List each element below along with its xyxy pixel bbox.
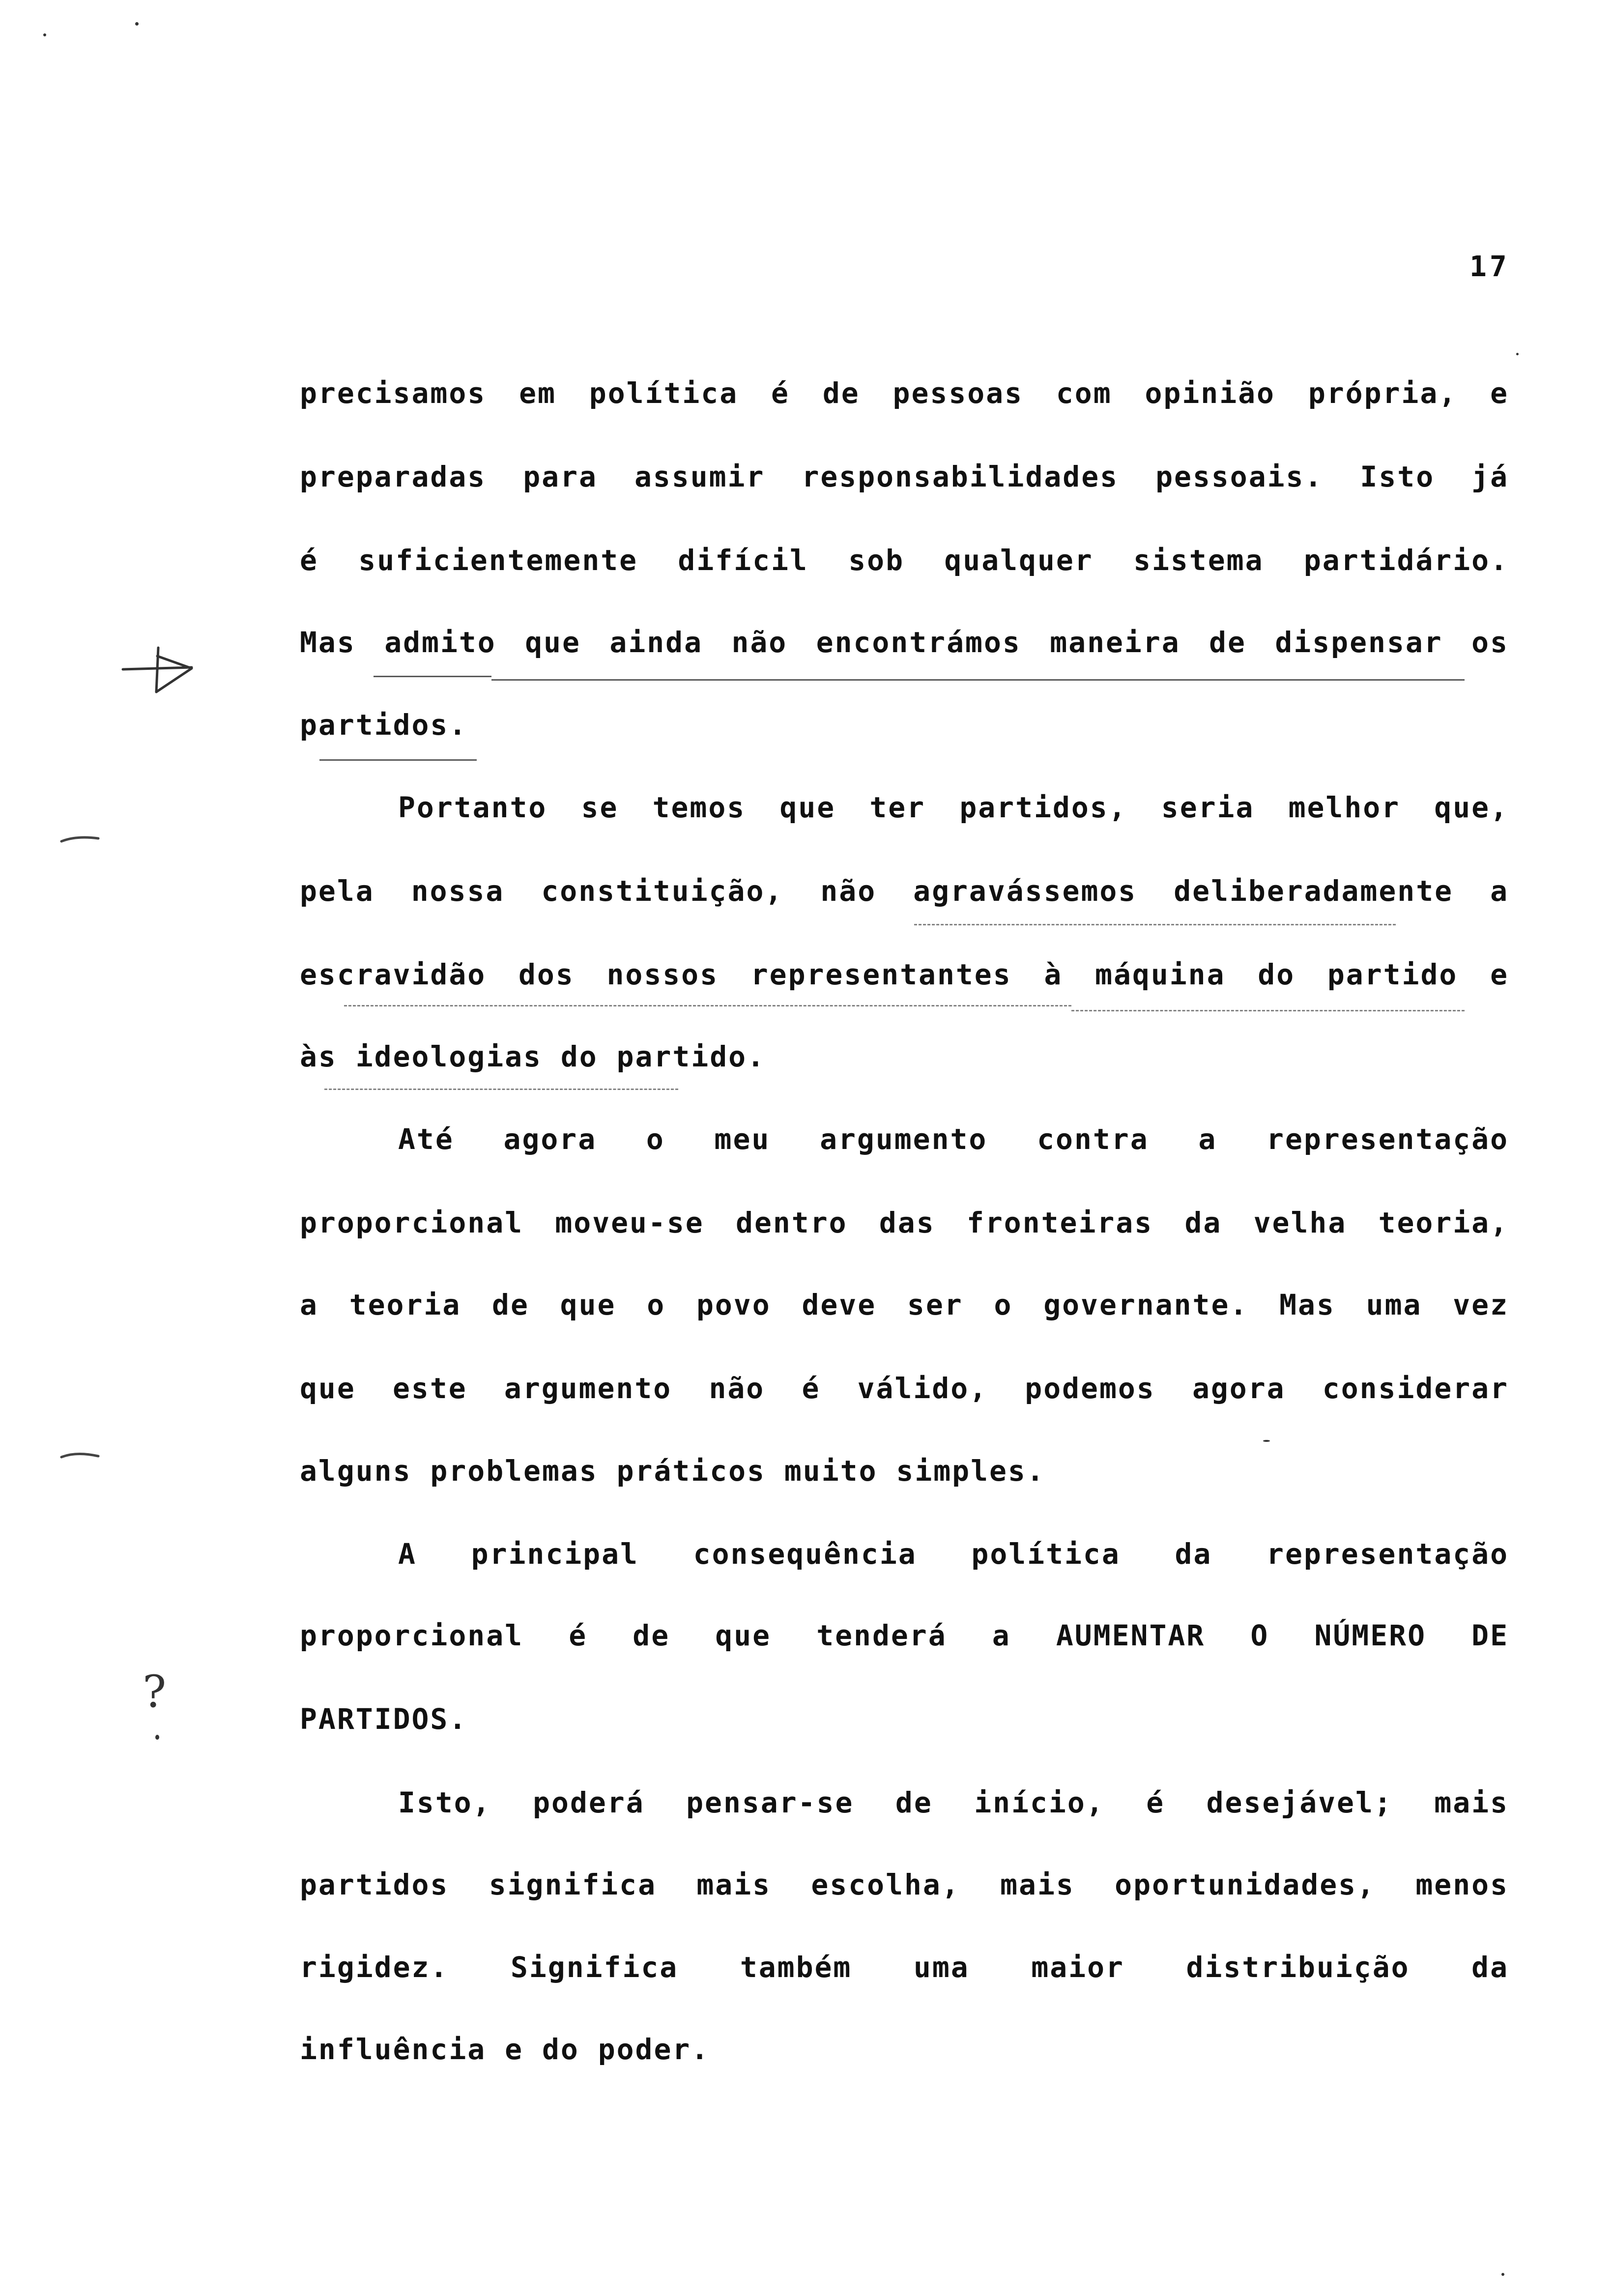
pencil-underline	[344, 1005, 1071, 1006]
text-line: que este argumento não é válido, podemos agora considerar	[300, 1372, 1509, 1405]
text-line: Até agora o meu argumento contra a representação	[398, 1122, 1509, 1156]
pencil-dot	[155, 1735, 159, 1740]
text-line: é suficientemente difícil sob qualquer sistema partidário.	[300, 544, 1509, 577]
cross-arrow-margin-mark	[113, 639, 202, 703]
question-mark-annotation: ?	[143, 1666, 167, 1718]
pencil-underline	[914, 924, 1396, 925]
text-line: rigidez. Significa também uma maior distribuição da	[300, 1951, 1509, 1984]
text-line: PARTIDOS.	[300, 1702, 468, 1736]
text-line: Portanto se temos que ter partidos, seria melhor que,	[398, 791, 1509, 824]
text-line: Isto, poderá pensar-se de início, é desejável; mais	[398, 1786, 1509, 1819]
text-line: Mas admito que ainda não encontrámos maneira de dispensar os	[300, 626, 1509, 659]
pencil-underline	[324, 1089, 678, 1090]
text-line: alguns problemas práticos muito simples.	[300, 1454, 1045, 1488]
pencil-dash-mark	[59, 1447, 103, 1462]
paper-speck	[1501, 2273, 1504, 2276]
paper-speck	[43, 33, 46, 36]
paper-speck	[1263, 1440, 1270, 1442]
text-line: partidos significa mais escolha, mais oportunidades, menos	[300, 1868, 1509, 1901]
pencil-dash-mark	[59, 831, 103, 845]
text-line: pela nossa constituição, não agravássemos deliberadamente a	[300, 874, 1509, 908]
text-line: proporcional é de que tenderá a AUMENTAR O NÚMERO DE	[300, 1619, 1509, 1652]
text-line: proporcional moveu-se dentro das fronteiras da velha teoria,	[300, 1206, 1509, 1239]
paper-speck	[1516, 353, 1519, 355]
text-line: partidos.	[300, 708, 468, 742]
pencil-underline	[374, 676, 491, 677]
paper-speck	[135, 22, 139, 26]
text-line: preparadas para assumir responsabilidades pessoais. Isto já	[300, 460, 1509, 493]
pencil-underline	[319, 759, 477, 761]
text-line: influência e do poder.	[300, 2033, 710, 2066]
pencil-underline	[491, 679, 1465, 681]
text-line: precisamos em política é de pessoas com opinião própria, e	[300, 376, 1509, 410]
text-line: A principal consequência política da representação	[398, 1537, 1509, 1571]
text-line: escravidão dos nossos representantes à máquina do partido e	[300, 958, 1509, 991]
pencil-underline	[1071, 1010, 1465, 1011]
text-line: a teoria de que o povo deve ser o governante. Mas uma vez	[300, 1288, 1509, 1321]
page-number: 17	[1469, 250, 1510, 283]
text-line: às ideologias do partido.	[300, 1040, 766, 1073]
